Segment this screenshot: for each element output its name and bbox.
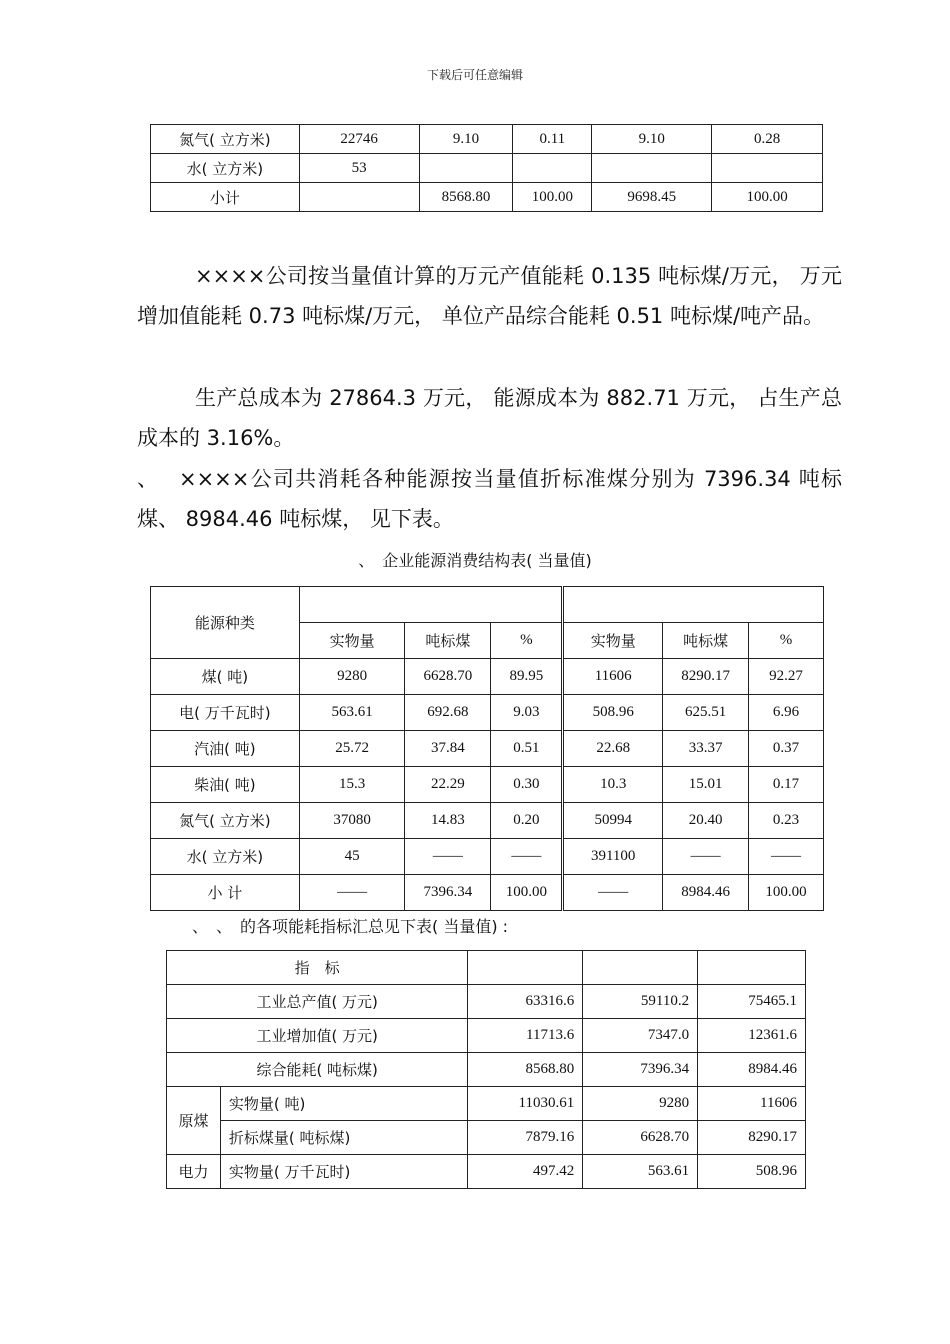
subheader-cell: 实物量 [563,623,663,659]
row-label: 综合能耗( 吨标煤) [167,1053,468,1087]
table-cell: 6628.70 [405,659,491,695]
table-row [167,1087,806,1121]
table-row [151,125,823,154]
table-cell: 100.00 [513,183,592,212]
header-energy-type: 能源种类 [151,587,300,659]
paragraph-energy-intensity: ××××公司按当量值计算的万元产值能耗 0.135 吨标煤/万元， 万元增加值能耗 0.73 吨标煤/万元， 单位产品综合能耗 0.51 吨标煤/吨产品。 [137,264,842,328]
table-cell: 8290.17 [698,1121,806,1155]
table-cell: 10.3 [563,767,663,803]
table-cell: 63316.6 [468,985,583,1019]
subheader-cell: 吨标煤 [663,623,749,659]
row-label: 工业总产值( 万元) [167,985,468,1019]
table-cell: 6.96 [749,695,824,731]
table-cell: 柴油( 吨) [151,767,300,803]
table-cell: 12361.6 [698,1019,806,1053]
table-cell: 氮气( 立方米) [151,803,300,839]
table-cell: 59110.2 [583,985,698,1019]
page-header: 下载后可任意编辑 [426,68,523,82]
table-cell: 小 计 [151,875,300,911]
table-cell: 14.83 [405,803,491,839]
table-cell: 100.00 [491,875,563,911]
table-cell [299,183,419,212]
table-row [151,659,824,695]
table-cell: 497.42 [468,1155,583,1189]
table-row [167,1053,806,1087]
table-cell: 9280 [583,1087,698,1121]
subheader-cell: 实物量 [299,623,405,659]
table-cell: 53 [299,154,419,183]
header-cell [583,951,698,985]
table-cell: 100.00 [749,875,824,911]
table-cell: 9.10 [592,125,712,154]
row-label: 工业增加值( 万元) [167,1019,468,1053]
table-cell: —— [299,875,405,911]
table-cell [419,154,513,183]
table-cell: 8290.17 [663,659,749,695]
table-cell: 75465.1 [698,985,806,1019]
table-cell: 7879.16 [468,1121,583,1155]
table-row [151,839,824,875]
table-cell: 11606 [698,1087,806,1121]
table-cell: 0.28 [712,125,823,154]
table-cell: 0.17 [749,767,824,803]
table-cell: 电( 万千瓦时) [151,695,300,731]
subheader-cell: 吨标煤 [405,623,491,659]
table-cell: 0.20 [491,803,563,839]
table-row [151,154,823,183]
table-cell: 小计 [151,183,300,212]
table-row [167,1155,806,1189]
table-cell: 625.51 [663,695,749,731]
table-cell: 0.37 [749,731,824,767]
table-cell: 15.3 [299,767,405,803]
energy-structure-table [150,586,824,911]
table-cell: 92.27 [749,659,824,695]
table-cell: 11713.6 [468,1019,583,1053]
table-cell: 7396.34 [405,875,491,911]
table-cell: 37.84 [405,731,491,767]
table-cell: 22.29 [405,767,491,803]
table-cell: 20.40 [663,803,749,839]
table-cell: 89.95 [491,659,563,695]
table-cell: 8568.80 [468,1053,583,1087]
row-label: 实物量( 万千瓦时) [220,1155,467,1189]
table-cell: 33.37 [663,731,749,767]
table-cell: 9.10 [419,125,513,154]
energy-table-continued [150,124,823,212]
row-label: 实物量( 吨) [220,1087,467,1121]
table-cell: 9.03 [491,695,563,731]
table-cell: 11030.61 [468,1087,583,1121]
table-cell: 汽油( 吨) [151,731,300,767]
table-cell: 50994 [563,803,663,839]
table-cell: 0.23 [749,803,824,839]
paragraph-cost: 生产总成本为 27864.3 万元， 能源成本为 882.71 万元， 占生产总成本的 3.16%。 [137,386,842,450]
table-cell: 8568.80 [419,183,513,212]
table-row [167,1121,806,1155]
table-cell: 9280 [299,659,405,695]
table-cell: 6628.70 [583,1121,698,1155]
header-indicator: 指 标 [167,951,468,985]
table-cell: 508.96 [563,695,663,731]
table-cell: 水( 立方米) [151,154,300,183]
table-cell: 22746 [299,125,419,154]
table-row [167,985,806,1019]
table-cell: 8984.46 [663,875,749,911]
table-cell: 8984.46 [698,1053,806,1087]
table-cell [712,154,823,183]
group-label-coal: 原煤 [167,1087,221,1155]
table-cell: 100.00 [712,183,823,212]
table-cell: 15.01 [663,767,749,803]
table3-caption: 、 、 的各项能耗指标汇总见下表( 当量值) : [192,917,509,936]
table-cell: 563.61 [583,1155,698,1189]
table-cell: 7347.0 [583,1019,698,1053]
table-cell: —— [491,839,563,875]
table-row [167,1019,806,1053]
table-cell: 9698.45 [592,183,712,212]
table-cell: 45 [299,839,405,875]
table-cell: 水( 立方米) [151,839,300,875]
table-cell: 22.68 [563,731,663,767]
header-period-1 [299,587,563,623]
table-cell: 0.51 [491,731,563,767]
table-cell [513,154,592,183]
paragraph-consumption: 、 ××××公司共消耗各种能源按当量值折标准煤分别为 7396.34 吨标煤、 8984.46 吨标煤， 见下表。 [137,467,842,531]
table-cell: 563.61 [299,695,405,731]
header-cell [698,951,806,985]
table-cell: 692.68 [405,695,491,731]
table-cell: 氮气( 立方米) [151,125,300,154]
table-row [151,875,824,911]
table-cell: 37080 [299,803,405,839]
table-row [151,803,824,839]
table-row [151,695,824,731]
table-cell: —— [749,839,824,875]
table-cell: —— [563,875,663,911]
table-cell: 煤( 吨) [151,659,300,695]
table-cell [592,154,712,183]
subheader-cell: % [749,623,824,659]
table-cell: —— [405,839,491,875]
table-cell: 508.96 [698,1155,806,1189]
subheader-cell: % [491,623,563,659]
header-cell [468,951,583,985]
table-row [151,767,824,803]
energy-indicators-table [166,950,806,1189]
table-header-row [151,587,824,623]
table-cell: 0.11 [513,125,592,154]
table-cell: 0.30 [491,767,563,803]
group-label-power: 电力 [167,1155,221,1189]
table-row [151,183,823,212]
table-cell: 25.72 [299,731,405,767]
table-cell: 7396.34 [583,1053,698,1087]
table2-caption: 、 企业能源消费结构表( 当量值) [358,551,592,570]
row-label: 折标煤量( 吨标煤) [220,1121,467,1155]
header-period-2 [563,587,824,623]
table-cell: 11606 [563,659,663,695]
table-cell: —— [663,839,749,875]
table-cell: 391100 [563,839,663,875]
table-header-row [167,951,806,985]
table-row [151,731,824,767]
